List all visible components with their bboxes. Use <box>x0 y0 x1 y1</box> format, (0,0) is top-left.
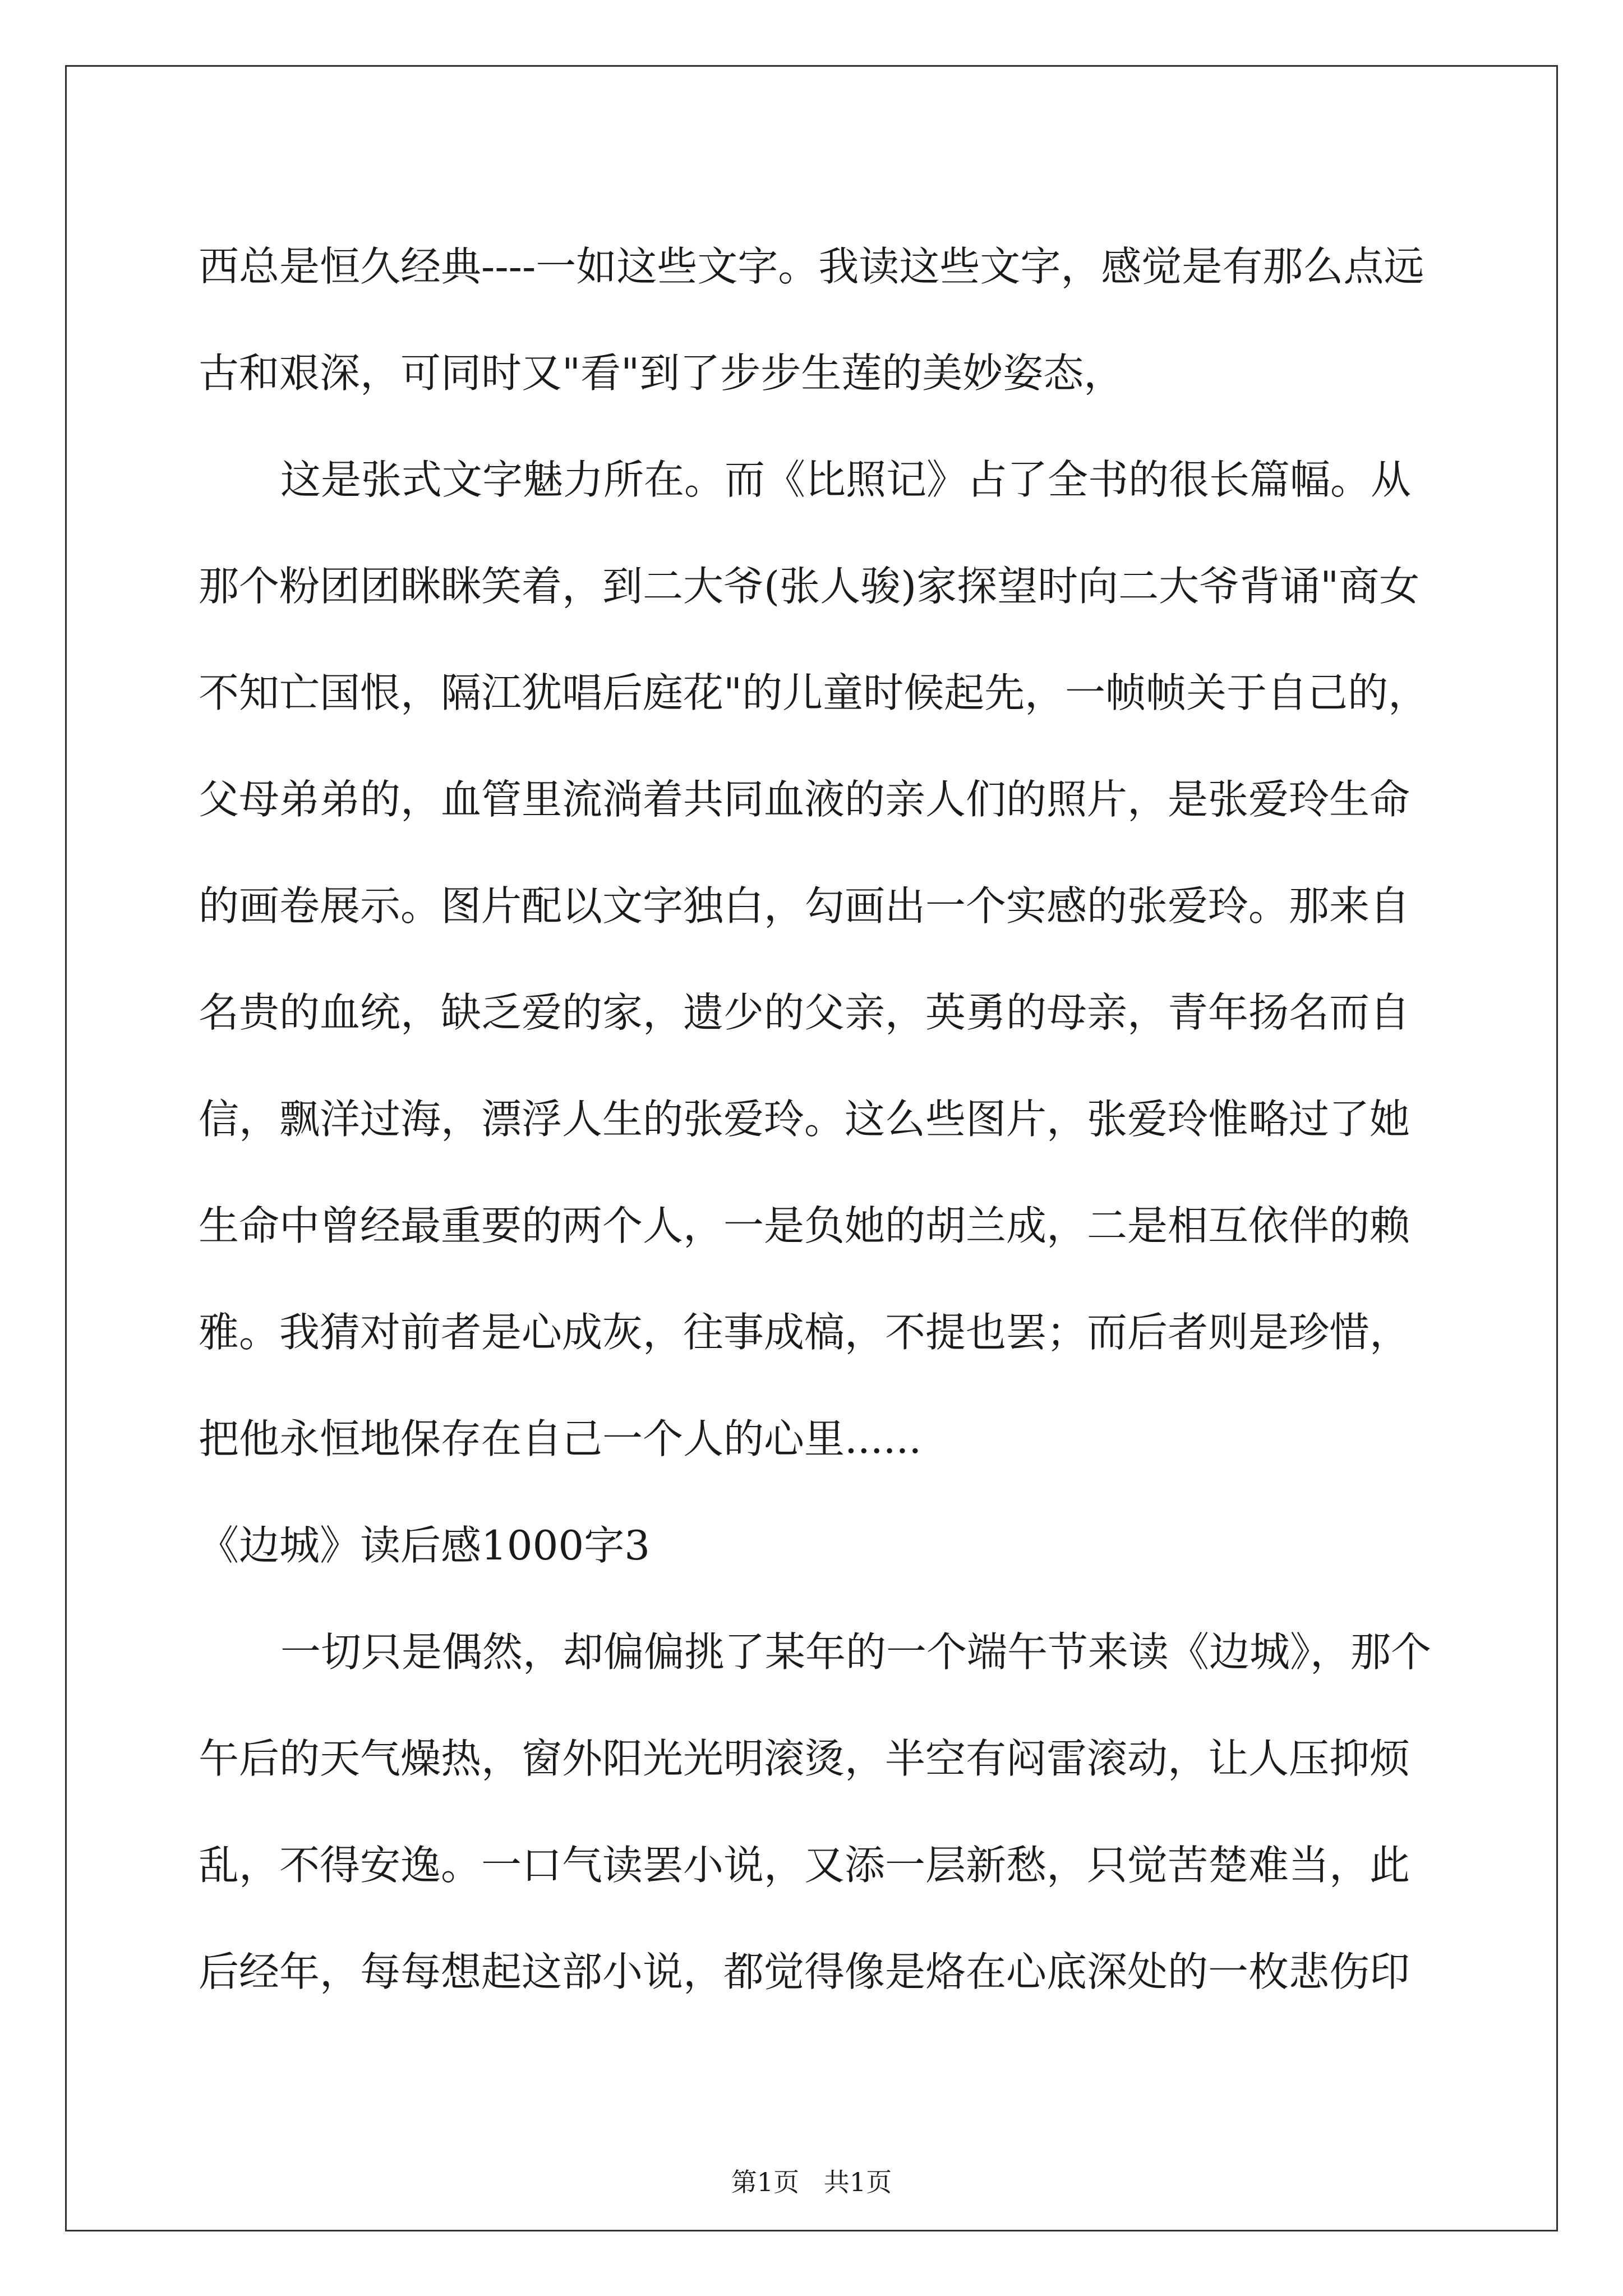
text-line: 雅。我猜对前者是心成灰，往事成槁，不提也罢；而后者则是珍惜， <box>199 1309 1410 1356</box>
section-heading: 《边城》读后感1000字3 <box>199 1522 651 1569</box>
text-line: 午后的天气燥热，窗外阳光光明滚烫，半空有闷雷滚动，让人压抑烦 <box>199 1735 1410 1782</box>
text-line: 信，飘洋过海，漂浮人生的张爱玲。这么些图片，张爱玲惟略过了她 <box>199 1096 1410 1143</box>
text-line: 后经年，每每想起这部小说，都觉得像是烙在心底深处的一枚悲伤印 <box>199 1948 1410 1995</box>
text-line: 那个粉团团眯眯笑着，到二大爷(张人骏)家探望时向二大爷背诵"商女 <box>199 563 1420 610</box>
text-line: 这是张式文字魅力所在。而《比照记》占了全书的很长篇幅。从 <box>280 456 1412 503</box>
text-line: 古和艰深，可同时又"看"到了步步生莲的美妙姿态， <box>199 349 1124 397</box>
text-line: 西总是恒久经典----一如这些文字。我读这些文字，感觉是有那么点远 <box>199 243 1424 290</box>
page-footer: 第1页 共1页 <box>731 2167 892 2197</box>
document-body <box>199 213 1432 2025</box>
text-line: 名贵的血统，缺乏爱的家，遗少的父亲，英勇的母亲，青年扬名而自 <box>199 989 1410 1036</box>
text-line: 不知亡国恨，隔江犹唱后庭花"的儿童时候起先，一帧帧关于自己的， <box>199 669 1429 716</box>
text-line: 父母弟弟的，血管里流淌着共同血液的亲人们的照片，是张爱玲生命 <box>199 776 1410 823</box>
text-line: 乱，不得安逸。一口气读罢小说，又添一层新愁，只觉苦楚难当，此 <box>199 1842 1410 1889</box>
text-line: 一切只是偶然，却偏偏挑了某年的一个端午节来读《边城》，那个 <box>280 1628 1432 1676</box>
text-line: 生命中曾经最重要的两个人，一是负她的胡兰成，二是相互依伴的赖 <box>199 1202 1410 1249</box>
text-line: 的画卷展示。图片配以文字独白，勾画出一个实感的张爱玲。那来自 <box>199 882 1410 930</box>
text-line: 把他永恒地保存在自己一个人的心里...... <box>199 1415 922 1462</box>
